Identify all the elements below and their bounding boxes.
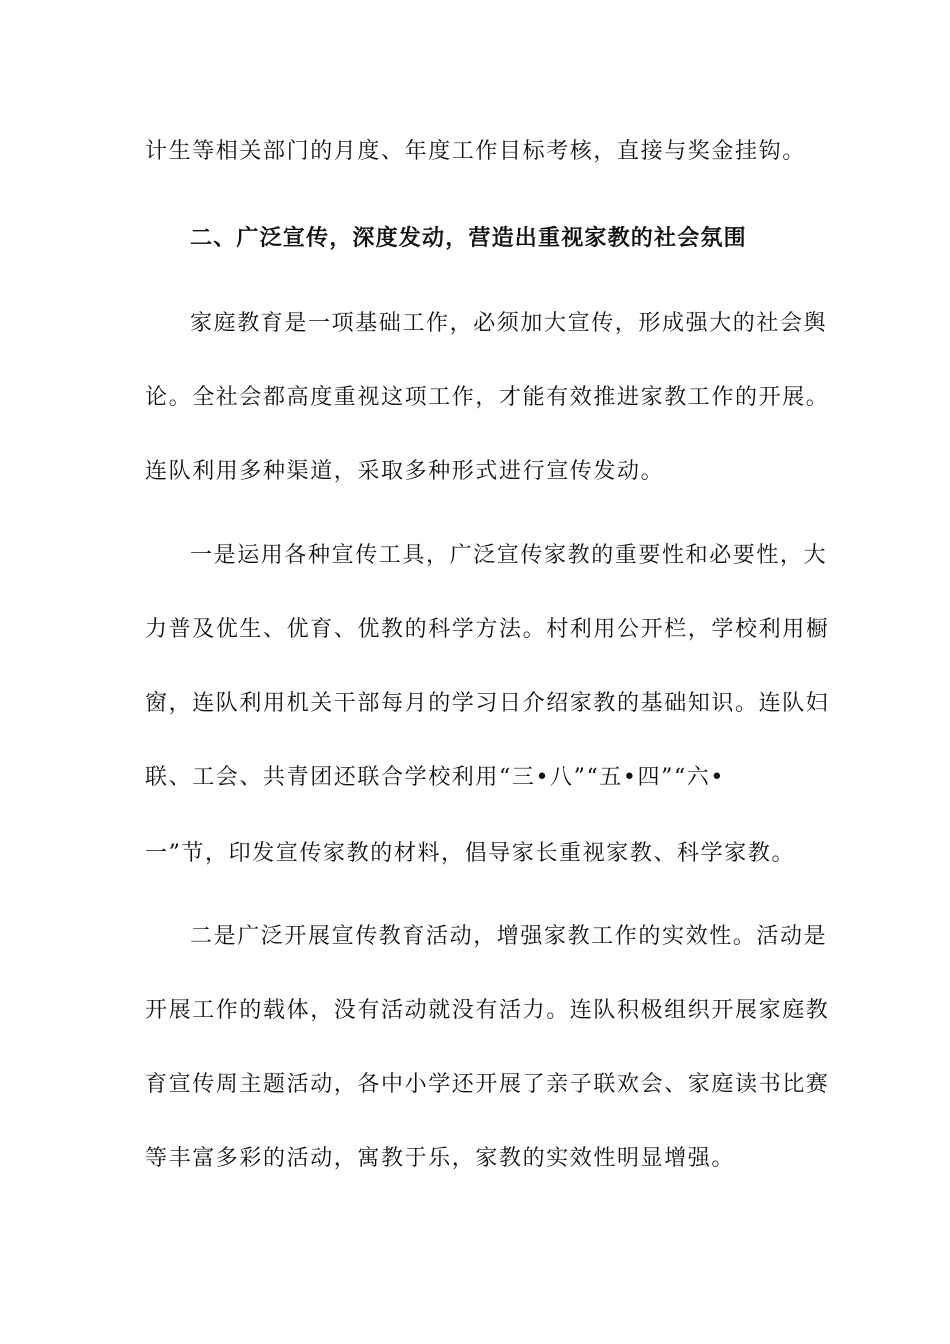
section-heading: 二、广泛宣传，深度发动，营造出重视家教的社会氛围: [190, 225, 747, 251]
paragraph-line: 家庭教育是一项基础工作，必须加大宣传，形成强大的社会舆: [190, 311, 828, 336]
paragraph-line: 一是运用各种宣传工具，广泛宣传家教的重要性和必要性，大: [190, 543, 828, 568]
paragraph-line: 计生等相关部门的月度、年度工作目标考核，直接与奖金挂钩。: [145, 139, 806, 164]
paragraph-line: 连队利用多种渠道，采取多种形式进行宣传发动。: [145, 459, 665, 484]
paragraph-line: 论。全社会都高度重视这项工作，才能有效推进家教工作的开展。: [145, 385, 830, 410]
paragraph-line: 等丰富多彩的活动，寓教于乐，家教的实效性明显增强。: [145, 1146, 736, 1171]
paragraph-line: 联、工会、共青团还联合学校利用“三•八”“五•四”“六•: [145, 765, 725, 790]
paragraph-line: 育宣传周主题活动，各中小学还开展了亲子联欢会、家庭读书比赛: [145, 1072, 830, 1097]
paragraph-line: 开展工作的载体，没有活动就没有活力。连队积极组织开展家庭教: [145, 998, 830, 1023]
paragraph-line: 一”节，印发宣传家教的材料，倡导家长重视家教、科学家教。: [145, 841, 796, 866]
paragraph-line: 力普及优生、优育、优教的科学方法。村利用公开栏，学校利用橱: [145, 617, 830, 642]
paragraph-line: 二是广泛开展宣传教育活动，增强家教工作的实效性。活动是: [190, 924, 828, 949]
paragraph-line: 窗，连队利用机关干部每月的学习日介绍家教的基础知识。连队妇: [145, 691, 830, 716]
